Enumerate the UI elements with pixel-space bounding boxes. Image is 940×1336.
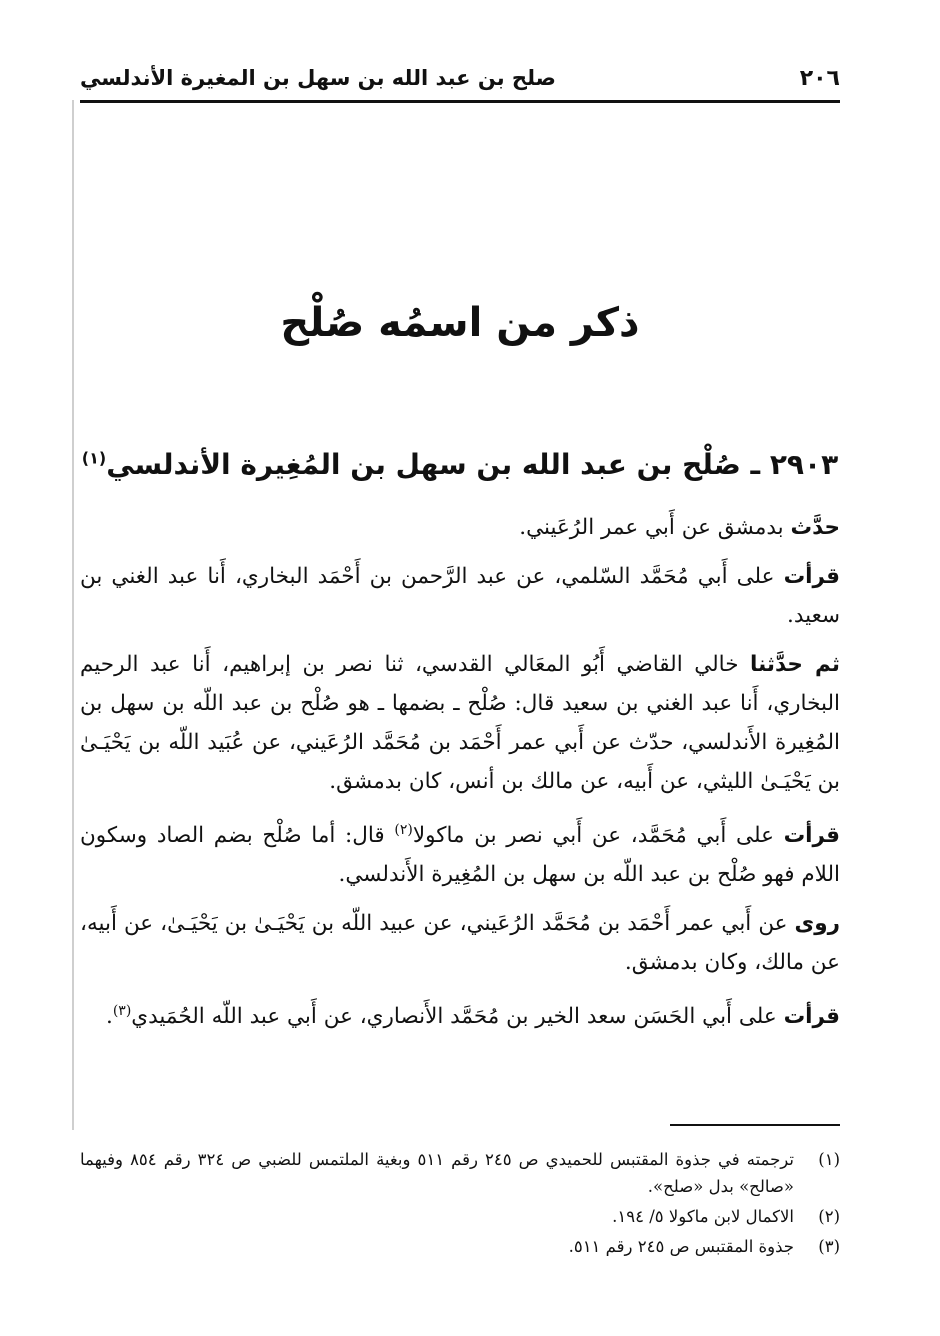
paragraph-text: . xyxy=(105,1004,113,1030)
paragraph-lead: قرأت xyxy=(783,823,841,849)
entry-heading-text: ٢٩٠٣ ـ صُلْح بن عبد الله بن سهل بن المُغِيرة الأندلسي xyxy=(106,448,839,481)
paragraph-lead: قرأت xyxy=(783,1004,840,1030)
footnote-item xyxy=(80,1146,840,1200)
margin-line xyxy=(72,100,74,1130)
paragraph-lead: ثم حدَّثنا xyxy=(750,652,840,677)
paragraph-text: قال: أما صُلْح بضم الصاد وسكون اللام فهو صُلْح بن عبد اللّه بن سهل بن المُغِيرة الأَندلسي. xyxy=(80,823,840,888)
footnote-marker: (١) xyxy=(81,448,107,468)
paragraph xyxy=(80,811,840,894)
paragraph-lead: حدَّث xyxy=(790,515,840,540)
footnote-marker: (٢) xyxy=(394,822,413,838)
footnote-marker: (٣) xyxy=(112,1003,132,1020)
paragraph xyxy=(80,645,840,801)
footnote-item xyxy=(80,1233,840,1260)
page-number: ٢٠٦ xyxy=(799,66,840,91)
footnote-item xyxy=(80,1203,840,1230)
footnote-number: (٢) xyxy=(818,1207,840,1226)
running-header xyxy=(80,60,840,104)
paragraph-text: بدمشق عن أَبي عمر الرُعَيني. xyxy=(519,515,791,540)
entry-body xyxy=(80,508,840,1046)
header-divider xyxy=(80,100,840,103)
footnote-text: الاكمال لابن ماكولا ٥/ ١٩٤. xyxy=(612,1207,794,1226)
paragraph-text: عن أَبي عمر أَحْمَد بن مُحَمَّد الرُعَيني، عن عبيد اللّه بن يَحْيَـىٰ بن يَحْيَـىٰ، عن أَبيه، عن مالك، وكان بدمشق. xyxy=(80,911,840,976)
footnote-number: (١) xyxy=(818,1150,840,1169)
paragraph xyxy=(80,904,840,982)
footnote-number: (٣) xyxy=(818,1237,840,1256)
paragraph-text: على أَبي الحَسَن سعد الخير بن مُحَمَّد الأَنصاري، عن أَبي عبد اللّه الحُمَيدي xyxy=(131,1004,784,1030)
footnote-divider xyxy=(670,1124,840,1126)
paragraph-text: على أَبي مُحَمَّد، عن أَبي نصر بن ماكولا xyxy=(412,823,784,849)
section-title: ذكر من اسمُه صُلْح xyxy=(280,300,640,346)
footnote-text: ترجمته في جذوة المقتبس للحميدي ص ٢٤٥ رقم ٥١١ وبغية الملتمس للضبي ص ٣٢٤ رقم ٨٥٤ وفيهما «صالح» بدل «صلح». xyxy=(80,1150,794,1196)
paragraph xyxy=(80,992,840,1036)
paragraph xyxy=(80,557,840,635)
paragraph-text: خالي القاضي أَبُو المعَالي القدسي، ثنا نصر بن إبراهيم، أَنا عبد الرحيم البخاري، أَنا عبد الغني بن سعيد قال: صُلْح ـ بضمها ـ هو صُلْح بن عبد اللّه بن سهل بن المُغِيرة الأَندلسي، حدّث عن أَبي عمر أَحْمَد بن مُحَمَّد الرُعَيني، عن عُبَيد اللّه بن يَحْيَـىٰ بن يَحْيَـىٰ الليثي، عن أَبيه، عن مالك بن أنس، كان بدمشق. xyxy=(80,652,840,794)
paragraph-text: على أَبي مُحَمَّد السّلمي، عن عبد الرَّحمن بن أَحْمَد البخاري، أَنا عبد الغني بن سعيد. xyxy=(80,564,840,628)
running-title: صلح بن عبد الله بن سهل بن المغيرة الأندلسي xyxy=(80,66,556,90)
footnote-text: جذوة المقتبس ص ٢٤٥ رقم ٥١١. xyxy=(568,1237,794,1256)
paragraph xyxy=(80,508,840,547)
footnotes xyxy=(80,1146,840,1263)
paragraph-lead: قرأت xyxy=(783,564,840,589)
entry-heading xyxy=(80,448,840,481)
paragraph-lead: روى xyxy=(794,911,840,937)
